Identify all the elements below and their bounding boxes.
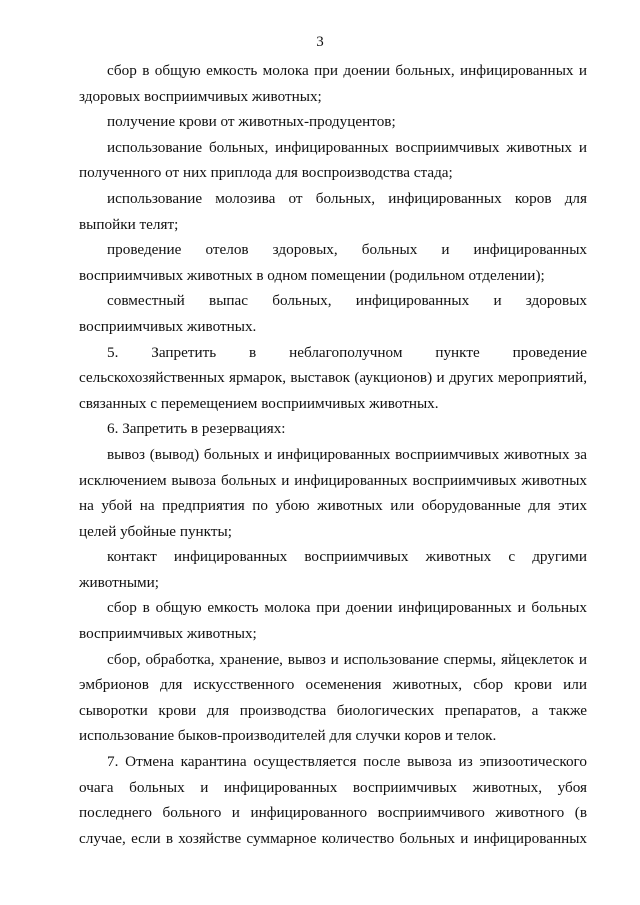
paragraph: использование молозива от больных, инфицированных коров для выпойки телят; xyxy=(79,189,587,233)
paragraph: вывоз (вывод) больных и инфицированных восприимчивых животных за исключением вывоза больных и инфицированных восприимчивых животных на убой на предприятия по убою животных или оборудованные для этих целей убойные пункты; xyxy=(79,445,587,540)
page-number: 3 xyxy=(316,34,324,50)
paragraph: 7. Отмена карантина осуществляется после вывоза из эпизоотического очага больных и инфицированных восприимчивых животных, убоя последнего больного и инфицированного восприимчивого животного (в случае, если в хозяйстве суммарное количество больных и инфицированных xyxy=(79,753,587,847)
document-body xyxy=(79,58,587,851)
paragraph: совместный выпас больных, инфицированных и здоровых восприимчивых животных. xyxy=(79,292,587,335)
paragraph: использование больных, инфицированных восприимчивых животных и полученного от них приплода для воспроизводства стада; xyxy=(79,138,587,182)
paragraph: сбор в общую емкость молока при доении больных, инфицированных и здоровых восприимчивых животных; xyxy=(79,62,587,105)
paragraph: контакт инфицированных восприимчивых животных с другими животными; xyxy=(79,548,587,591)
paragraph: 6. Запретить в резервациях: xyxy=(107,420,286,438)
paragraph: 5. Запретить в неблагополучном пункте проведение сельскохозяйственных ярмарок, выставок (аукционов) и других мероприятий, связанных с перемещением восприимчивых животных. xyxy=(79,343,587,412)
paragraph: сбор, обработка, хранение, вывоз и использование спермы, яйцеклеток и эмбрионов для искусственного осеменения животных, сбор крови или сыворотки крови для производства биологических препаратов, а также использование быков-производителей для случки коров и телок. xyxy=(79,650,587,745)
paragraph: сбор в общую емкость молока при доении инфицированных и больных восприимчивых животных; xyxy=(79,599,587,643)
paragraph: проведение отелов здоровых, больных и инфицированных восприимчивых животных в одном помещении (родильном отделении); xyxy=(79,241,587,284)
paragraph: получение крови от животных-продуцентов; xyxy=(107,113,396,131)
